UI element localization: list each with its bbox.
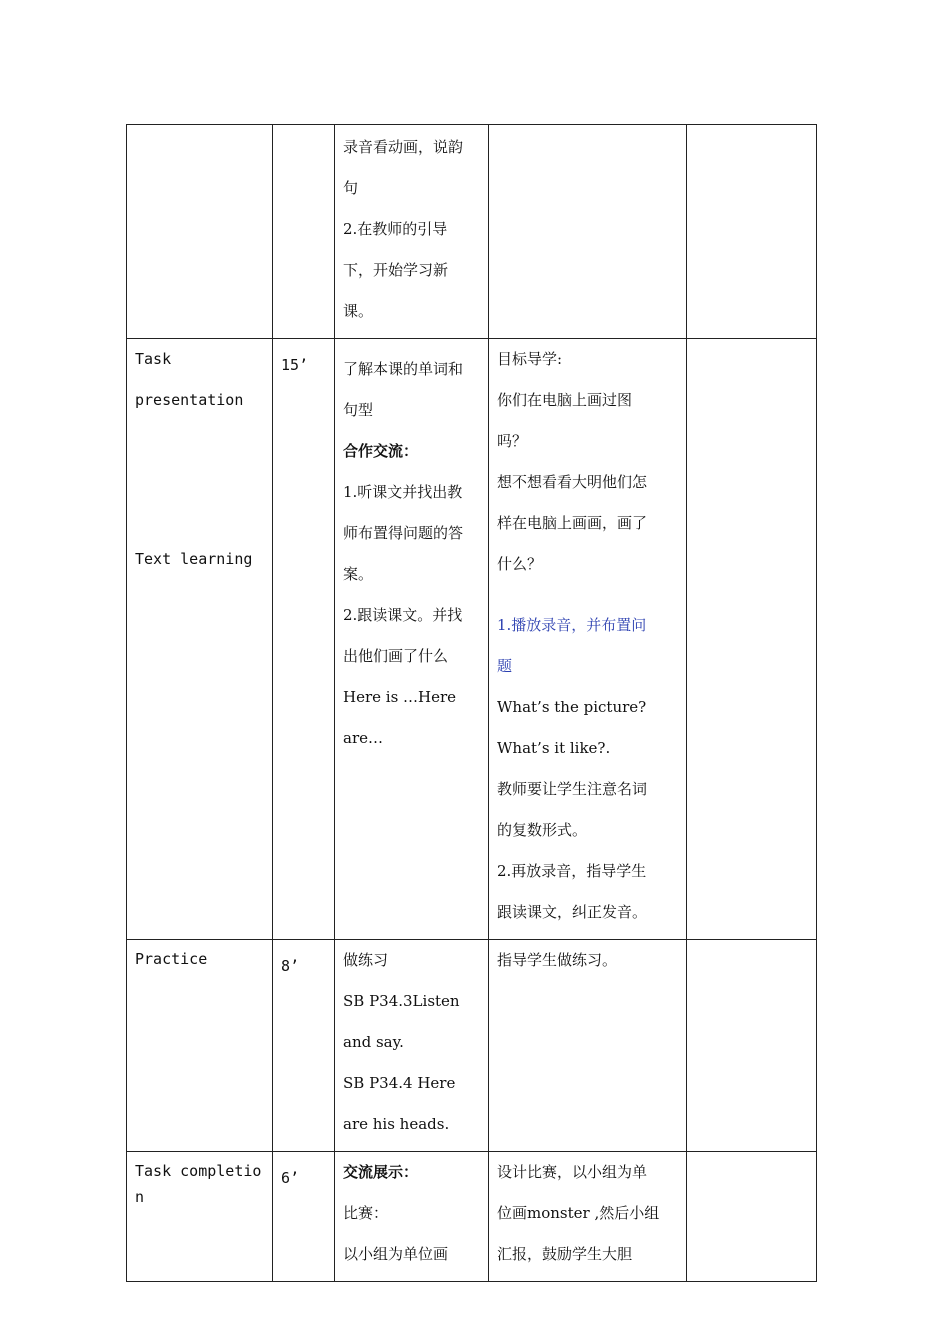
- student-text: and say.: [343, 1033, 404, 1051]
- student-text: 录音看动画，说韵: [343, 138, 464, 156]
- stage-label: Text learning: [135, 550, 253, 568]
- notes-cell: [687, 125, 817, 339]
- student-text: 出他们画了什么: [343, 647, 449, 665]
- lesson-plan-table: [126, 124, 817, 1282]
- teacher-activity-cell: [489, 1152, 687, 1282]
- section-heading: 交流展示：: [343, 1163, 419, 1181]
- table-row: [127, 1152, 817, 1282]
- student-text: 下，开始学习新: [343, 261, 449, 279]
- time-cell: [273, 940, 335, 1152]
- teacher-activity-cell: [489, 125, 687, 339]
- table-row: [127, 125, 817, 339]
- student-text: Here is …Here: [343, 688, 457, 706]
- notes-cell: [687, 940, 817, 1152]
- student-activity-cell: [335, 1152, 489, 1282]
- stage-label: Practice: [135, 950, 208, 968]
- teacher-text: 样在电脑上画画，画了: [497, 514, 648, 532]
- student-text: SB P34.4 Here: [343, 1074, 456, 1092]
- student-text: 以小组为单位画: [343, 1245, 449, 1263]
- student-text: 师布置得问题的答: [343, 524, 464, 542]
- student-text: are…: [343, 729, 383, 747]
- teacher-text: 吗？: [497, 432, 528, 450]
- notes-cell: [687, 1152, 817, 1282]
- student-text: 1.听课文并找出教: [343, 483, 463, 501]
- student-text: 2.在教师的引导: [343, 220, 448, 238]
- student-text: 做练习: [343, 951, 389, 969]
- teacher-text-highlight: 题: [497, 657, 513, 675]
- teacher-text: What’s it like?.: [497, 739, 611, 757]
- teacher-text: 目标导学:: [497, 350, 563, 368]
- student-text: are his heads.: [343, 1115, 450, 1133]
- stage-cell: [127, 940, 273, 1152]
- teacher-text: 你们在电脑上画过图: [497, 391, 633, 409]
- student-text: 比赛：: [343, 1204, 389, 1222]
- stage-label: presentation: [135, 391, 244, 409]
- teacher-text: What’s the picture?: [497, 698, 647, 716]
- table-row: [127, 339, 817, 940]
- section-heading: 合作交流：: [343, 442, 419, 460]
- student-activity-cell: [335, 940, 489, 1152]
- stage-cell: [127, 1152, 273, 1282]
- teacher-text: 汇报，鼓励学生大胆: [497, 1245, 633, 1263]
- student-text: 句型: [343, 401, 374, 419]
- teacher-text: 指导学生做练习。: [497, 951, 618, 969]
- student-text: SB P34.3Listen: [343, 992, 460, 1010]
- time-cell: [273, 125, 335, 339]
- time-cell: [273, 1152, 335, 1282]
- teacher-text: 跟读课文，纠正发音。: [497, 903, 648, 921]
- teacher-text: 设计比赛，以小组为单: [497, 1163, 648, 1181]
- notes-cell: [687, 339, 817, 940]
- time-cell: [273, 339, 335, 940]
- teacher-activity-cell: [489, 339, 687, 940]
- student-text: 课。: [343, 302, 374, 320]
- teacher-text: 教师要让学生注意名词: [497, 780, 648, 798]
- stage-cell: [127, 125, 273, 339]
- stage-label: Task completion: [135, 1162, 262, 1206]
- student-activity-cell: [335, 339, 489, 940]
- student-text: 句: [343, 179, 359, 197]
- stage-label: Task: [135, 350, 172, 368]
- student-text: 案。: [343, 565, 374, 583]
- time-value: 15’: [281, 356, 309, 374]
- student-text: 2.跟读课文。并找: [343, 606, 463, 624]
- time-value: 8’: [281, 957, 300, 975]
- student-text: 了解本课的单词和: [343, 360, 464, 378]
- student-activity-cell: [335, 125, 489, 339]
- teacher-text: 的复数形式。: [497, 821, 588, 839]
- teacher-text: 2.再放录音，指导学生: [497, 862, 647, 880]
- teacher-text: 想不想看看大明他们怎: [497, 473, 648, 491]
- teacher-text-highlight: 1.播放录音，并布置问: [497, 616, 647, 634]
- stage-cell: [127, 339, 273, 940]
- teacher-text: 什么？: [497, 555, 543, 573]
- time-value: 6’: [281, 1169, 300, 1187]
- teacher-activity-cell: [489, 940, 687, 1152]
- table-row: [127, 940, 817, 1152]
- teacher-text: 位画monster ,然后小组: [497, 1204, 660, 1222]
